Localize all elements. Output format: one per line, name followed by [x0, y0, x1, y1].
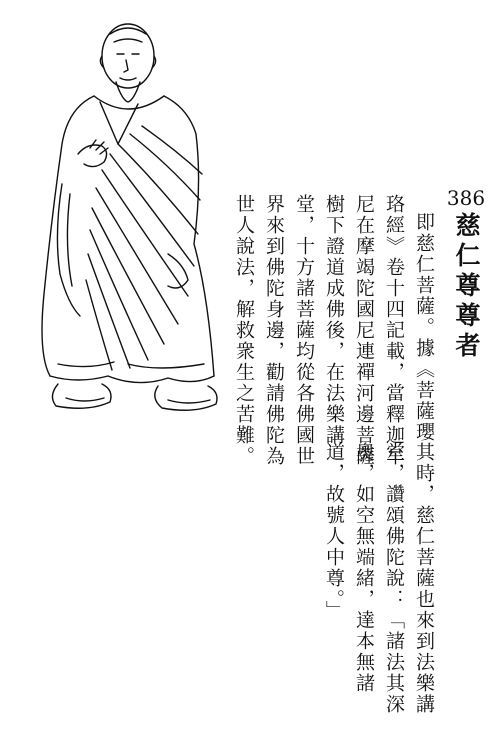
text-column: 世人說法，解救衆生之苦難。 — [233, 194, 255, 467]
text-column: 珞經》卷十四記載，當釋迦牟 — [383, 194, 405, 467]
text-column: 道，故號人中尊。」 — [323, 442, 345, 622]
text-column: 樹下證道成佛後，在法樂講 — [323, 194, 345, 446]
entry-title: 慈仁尊尊者 — [452, 212, 481, 362]
text-column: 尼在摩竭陀國尼連禪河邊菩薩 — [353, 194, 375, 467]
text-column: 堂，讚頌佛陀說：「諸法其深 — [383, 442, 405, 715]
text-column: 奧，如空無端緒，達本無諸 — [353, 442, 375, 694]
text-column: 堂，十方諸菩薩均從各佛國世 — [293, 194, 315, 467]
text-column: 即慈仁菩薩。據《菩薩瓔 — [413, 212, 435, 443]
text-column: 其時，慈仁菩薩也來到法樂講 — [413, 442, 435, 715]
text-column: 界來到佛陀身邊，勸請佛陀為 — [263, 194, 285, 467]
entry-number: 386 — [446, 186, 486, 210]
